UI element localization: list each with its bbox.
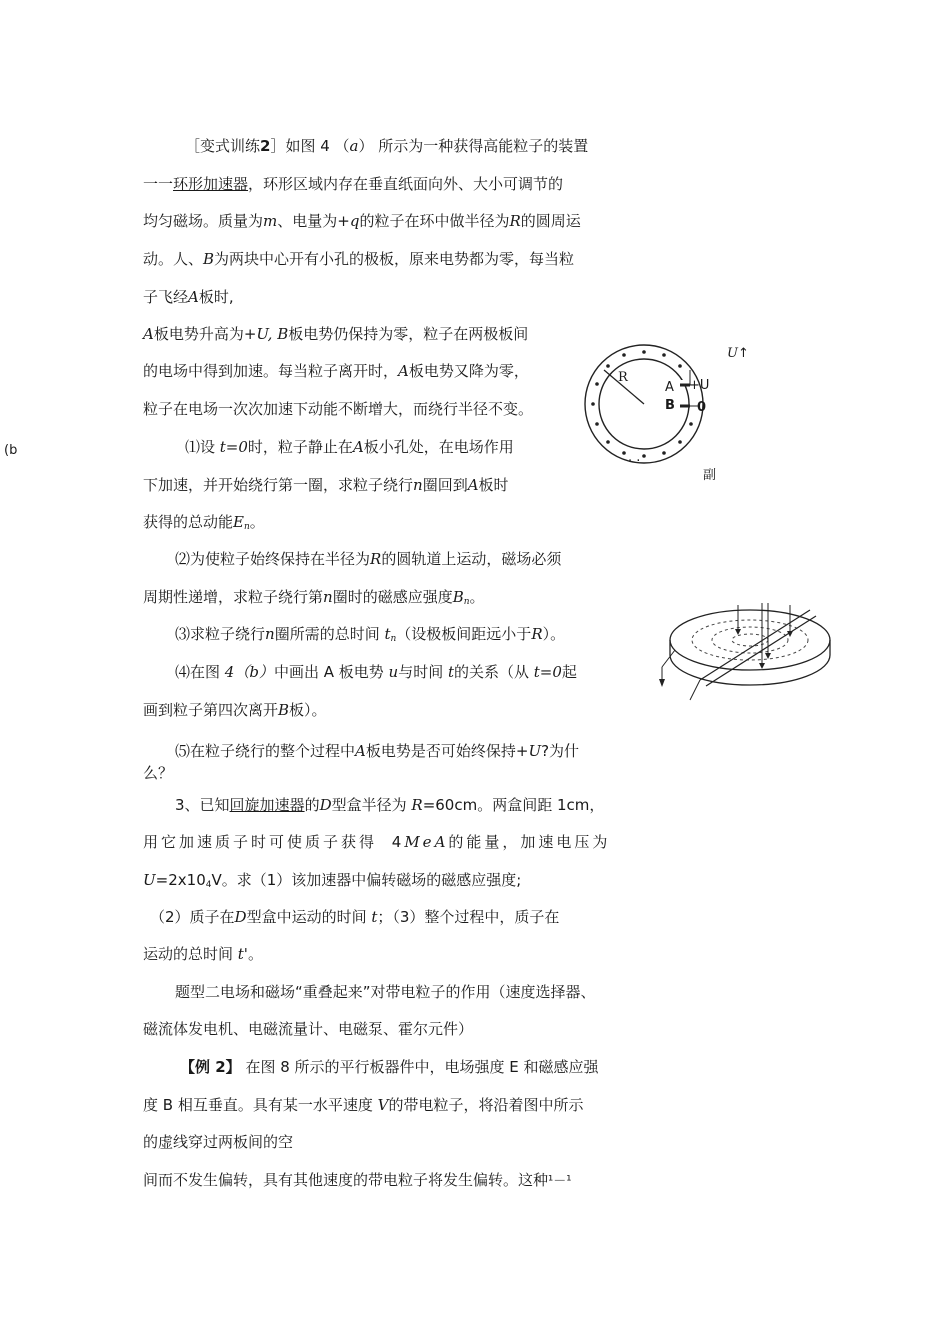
text-line: 动。人、B为两块中心开有小孔的极板，原来电势都为零，每当粒 [143, 250, 575, 268]
text-line: 画到粒子第四次离开B板）。 [143, 701, 327, 719]
term-ring-accelerator: 环形加速器 [173, 175, 249, 193]
figure-dots: · · [628, 454, 641, 469]
text-line: ⑷在图 4（b）中画出 A 板电势 u与时间 t的关系（从 t=0起 [175, 663, 577, 681]
text-line: 3、已知回旋加速器的D型盒半径为 R=60cm。两盒间距 1cm， [175, 796, 605, 814]
text-line: 粒子在电场一次次加速下动能不断增大，而绕行半径不变。 [143, 400, 534, 418]
text-line: 周期性递增，求粒子绕行第n圈时的磁感应强度$B_n$。 [143, 588, 485, 607]
label-B: B [665, 398, 675, 413]
text-line: 度 B 相互垂直。具有某一水平速度 V的带电粒子，将沿着图中所示 [143, 1096, 584, 1114]
figure-caption: 副 [703, 468, 717, 483]
margin-label: (b [4, 443, 18, 458]
label-R: R [618, 370, 628, 385]
cyclotron-figure [650, 595, 840, 710]
label-A: A [665, 380, 674, 395]
axis-label-U: U↑ [727, 346, 749, 361]
text-line: 【例 2】 在图 8 所示的平行板器件中，电场强度 E 和磁感应强 [180, 1058, 599, 1076]
text-line: 获得的总动能$E_n$。 [143, 513, 265, 532]
text-line: 么？ [143, 764, 174, 782]
label-zero: 0 [697, 400, 707, 415]
text-line: 用它加速质子时可使质子获得 4MeA的能量，加速电压为 [143, 833, 611, 851]
text-line: （2）质子在D型盒中运动的时间 t；（3）整个过程中，质子在 [150, 908, 560, 926]
text-line: 磁流体发电机、电磁流量计、电磁泵、霍尔元件） [143, 1020, 474, 1038]
text-line: A板电势升高为+U, B板电势仍保持为零，粒子在两极板间 [143, 325, 529, 343]
text-line: ⑶求粒子绕行n圈所需的总时间 $t_n$（设极板间距远小于R）。 [175, 625, 566, 644]
text-line: ［变式训练2］如图 4 （a） 所示为一种获得高能粒子的装置 [185, 137, 589, 155]
text-line: ⑴设 t=0时，粒子静止在A板小孔处，在电场作用 [185, 438, 514, 456]
text-line: 的虚线穿过两板间的空 [143, 1133, 294, 1151]
label-plus-U: +U [689, 378, 710, 393]
text-line: 下加速，并开始绕行第一圈，求粒子绕行n圈回到A板时 [143, 476, 509, 494]
text-line: 均匀磁场。质量为m、电量为+q的粒子在环中做半径为R的圆周运 [143, 212, 581, 230]
text-line: $U=2x10_4V$。求（1）该加速器中偏转磁场的磁感应强度; [143, 871, 522, 890]
cyclotron-diagram [650, 595, 840, 710]
text-line: 的电场中得到加速。每当粒子离开时，A板电势又降为零， [143, 362, 529, 380]
term-cyclotron: 回旋加速器 [229, 796, 305, 814]
text-line: 子飞经A板时, [143, 288, 234, 306]
text-line: ⑵为使粒子始终保持在半径为R的圆轨道上运动，磁场必须 [175, 550, 562, 568]
text-line: 间而不发生偏转，具有其他速度的带电粒子将发生偏转。这种¹－¹ [143, 1171, 572, 1189]
text-line: ⑸在粒子绕行的整个过程中A板电势是否可始终保持+U?为什 [175, 742, 580, 760]
text-line: 题型二电场和磁场“重叠起来”对带电粒子的作用（速度选择器、 [175, 983, 596, 1001]
field-dots [591, 350, 693, 458]
text-line: 一一环形加速器，环形区域内存在垂直纸面向外、大小可调节的 [143, 175, 564, 193]
ring-accelerator-figure [580, 340, 750, 470]
text-line: 运动的总时间 t'。 [143, 945, 263, 963]
